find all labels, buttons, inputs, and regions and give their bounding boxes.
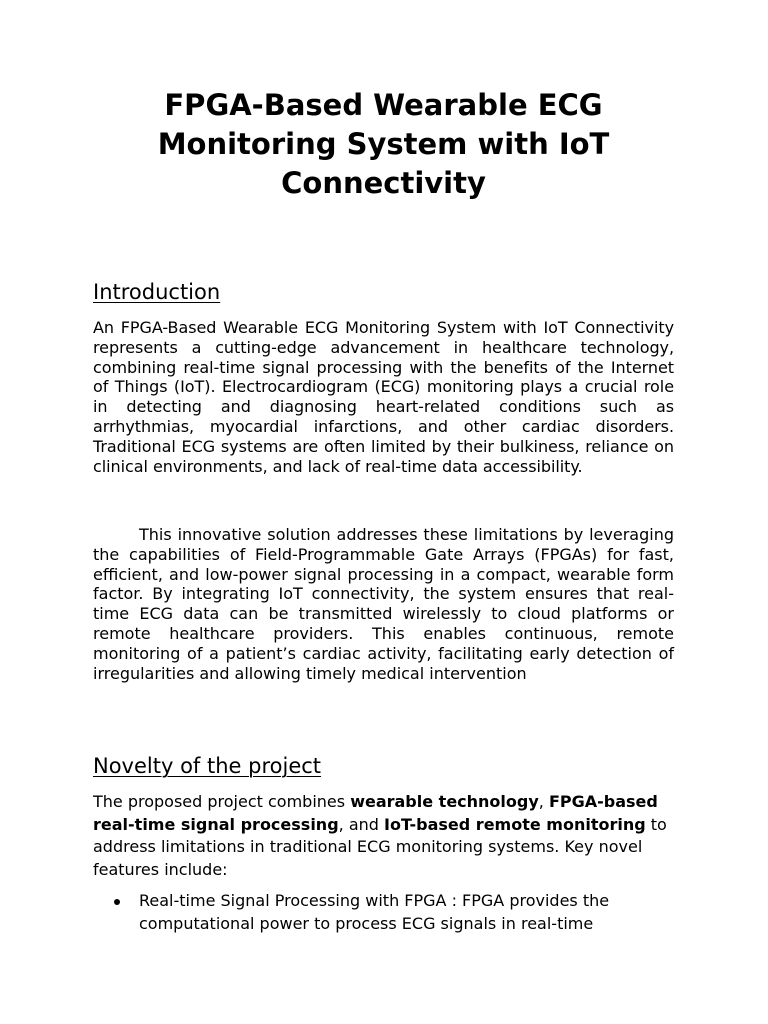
list-item (93, 890, 674, 935)
document-title: FPGA-Based Wearable ECG Monitoring System with IoT Connectivity (157, 88, 610, 200)
novelty-paragraph (93, 791, 674, 881)
novelty-bold-fpga: FPGA-based real-time signal processing (93, 792, 658, 834)
novelty-text-2: , (538, 792, 549, 811)
novelty-bullet-list (93, 890, 674, 935)
novelty-text-3: , and (338, 814, 384, 834)
bullet-text: Real-time Signal Processing with FPGA : FPGA provides the computational power to process ECG signals in real-time (139, 891, 610, 933)
intro-paragraph-2: This innovative solution addresses these limitations by leveraging the capabilities of Field-Programmable Gate Arrays (FPGAs) for fast, efficient, and low-power signal processing in a compact, wearable form factor. By integrating IoT connectivity, the system ensures that real-time ECG data can be transmitted wirelessly to cloud platforms or remote healthcare providers. This enables continuous, remote monitoring of a patient’s cardiac activity, facilitating early detection of irregularities and allowing timely medical intervention (93, 525, 674, 683)
intro-paragraph-1: An FPGA-Based Wearable ECG Monitoring System with IoT Connectivity represents a cutting-edge advancement in healthcare technology, combining real-time signal processing with the benefits of the Internet of Things (IoT). Electrocardiogram (ECG) monitoring plays a crucial role in detecting and diagnosing heart-related conditions such as arrhythmias, myocardial infarctions, and other cardiac disorders. Traditional ECG systems are often limited by their bulkiness, reliance on clinical environments, and lack of real-time data accessibility. (93, 318, 674, 476)
bullet-icon (114, 899, 120, 905)
section-heading-novelty: Novelty of the project (93, 754, 322, 778)
novelty-text-4: to address limitations in traditional ECG monitoring systems. Key novel features include: (93, 814, 667, 879)
novelty-text-1: The proposed project combines (93, 792, 351, 811)
section-heading-introduction: Introduction (93, 280, 221, 304)
novelty-bold-wearable: wearable technology (350, 792, 539, 811)
novelty-bold-iot: IoT-based remote monitoring (384, 814, 646, 834)
